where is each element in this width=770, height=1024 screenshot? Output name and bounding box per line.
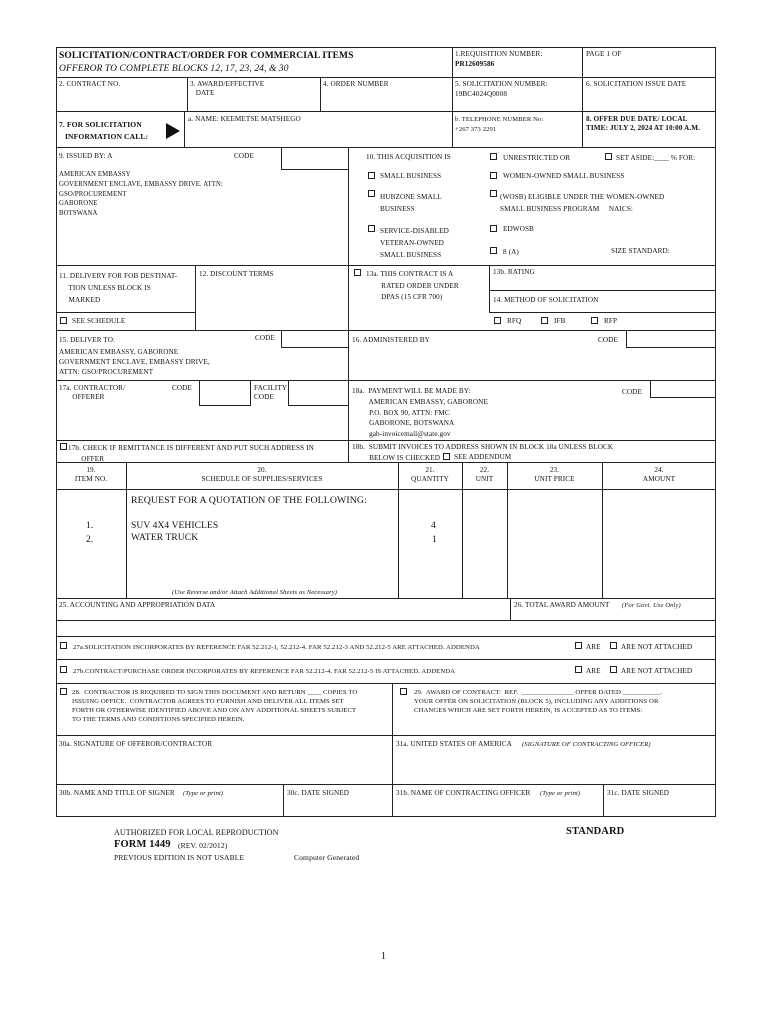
facility-code-field[interactable]	[288, 380, 349, 406]
unrestricted-label: UNRESTRICTED OR	[503, 154, 571, 162]
29-text: 29. AWARD OF CONTRACT: REF. _______________ OFFER DATED ___________. YOUR OFFER ON SOLICITATION (BLOCK 5), INCLUDING ANY ADDITIONS OR CHANGES WHICH ARE SET FORTH HEREIN, IS ACCEPTED AS TO ITEMS:	[414, 689, 663, 714]
solicitation-number-label: 5. SOLICITATION NUMBER:	[455, 80, 548, 88]
item-2-desc: WATER TRUCK	[131, 533, 199, 543]
item-1-desc: SUV 4X4 VEHICLES	[131, 521, 219, 531]
requisition-value: PR12609586	[455, 60, 495, 68]
30b-label: 30b. NAME AND TITLE OF SIGNER	[59, 789, 175, 797]
27a-are-not-label: ARE NOT ATTACHED	[621, 643, 693, 651]
31a-label: 31a. UNITED STATES OF AMERICA	[396, 740, 512, 748]
women-owned-checkbox[interactable]	[490, 172, 497, 179]
col-unit: 22. UNIT	[475, 466, 494, 483]
telephone-label: b. TELEPHONE NUMBER No:	[455, 116, 544, 123]
see-schedule-label: SEE SCHEDULE	[72, 317, 126, 325]
payment-by-label: 18a. PAYMENT WILL BE MADE BY: AMERICAN EMBASSY, GABORONE P.O. BOX 90, ATTN: FMC GABORONE, BOTSWANA gab-invoicemail@state.gov	[352, 387, 488, 439]
set-aside-label: SET ASIDE:____ % FOR:	[616, 154, 696, 162]
27a-text: 27a.SOLICITATION INCORPORATES BY REFERENCE FAR 52.212-1, 52.212-4. FAR 52.212-3 AND 52.212-5 ARE ATTACHED. ADDENDA	[73, 644, 480, 651]
submit-invoices-label: 18b. SUBMIT INVOICES TO ADDRESS SHOWN IN BLOCK 18a UNLESS BLOCK BELOW IS CHECKED	[352, 443, 614, 462]
form-subtitle: OFFEROR TO COMPLETE BLOCKS 12, 17, 23, 24, & 30	[59, 64, 289, 74]
sdvosb-label: SERVICE-DISABLED VETERAN-OWNED SMALL BUSINESS	[380, 227, 449, 259]
authorized-reproduction: AUTHORIZED FOR LOCAL REPRODUCTION	[114, 828, 279, 837]
sdvosb-checkbox[interactable]	[368, 225, 375, 232]
27b-are-not-label: ARE NOT ATTACHED	[621, 667, 693, 675]
women-owned-label: WOMEN-OWNED SMALL BUSINESS	[503, 172, 625, 180]
ifb-label: IFB	[554, 317, 566, 325]
unrestricted-checkbox[interactable]	[490, 153, 497, 160]
edwosb-label: EDWOSB	[503, 225, 534, 233]
rfp-checkbox[interactable]	[591, 317, 598, 324]
col-amount: 24. AMOUNT	[642, 466, 676, 483]
27a-checkbox[interactable]	[60, 642, 67, 649]
31b-label: 31b. NAME OF CONTRACTING OFFICER	[396, 789, 531, 797]
requisition-label: 1.REQUISITION NUMBER:	[455, 50, 543, 58]
remittance-label: 17b. CHECK IF REMITTANCE IS DIFFERENT AND PUT SUCH ADDRESS IN OFFER	[68, 444, 314, 463]
rfq-label: RFQ	[507, 317, 522, 325]
remittance-checkbox[interactable]	[60, 443, 67, 450]
rfp-label: RFP	[604, 317, 618, 325]
deliver-to-code-field[interactable]	[281, 330, 349, 348]
previous-edition: PREVIOUS EDITION IS NOT USABLE	[114, 853, 245, 862]
addendum-label: SEE ADDENDUM	[454, 453, 512, 461]
31a-note: (SIGNATURE OF CONTRACTING OFFICER)	[522, 741, 651, 748]
page-number: 1	[381, 951, 387, 962]
31c-label: 31c. DATE SIGNED	[607, 789, 670, 797]
small-business-checkbox[interactable]	[368, 172, 375, 179]
telephone-value: +267 373 2291	[455, 126, 497, 133]
acquisition-label: 10. THIS ACQUISITION IS	[366, 153, 451, 161]
administered-code-label: CODE	[598, 336, 618, 344]
award-date-label: 3. AWARD/EFFECTIVE DATE	[190, 80, 265, 97]
30c-label: 30c. DATE SIGNED	[287, 789, 350, 797]
computer-generated: Computer Generated	[294, 853, 360, 862]
rated-order-checkbox[interactable]	[354, 269, 361, 276]
set-aside-checkbox[interactable]	[605, 153, 612, 160]
27a-are-label: ARE	[586, 643, 601, 651]
accounting-label: 25. ACCOUNTING AND APPROPRIATION DATA	[59, 601, 216, 609]
contractor-code-field[interactable]	[199, 380, 251, 406]
issued-by-code-label: CODE	[234, 152, 254, 160]
col-item-no: 19. ITEM NO.	[74, 466, 108, 483]
contract-no-label: 2. CONTRACT NO.	[59, 80, 121, 88]
28-text: 28. CONTRACTOR IS REQUIRED TO SIGN THIS DOCUMENT AND RETURN ____ COPIES TO ISSUING OFFICE. CONTRACTOR AGREES TO FURNISH AND DELIVER ALL ITEMS SET FORTH OR OTHERWISE IDENTIFIED ABOVE AND ON ANY ADDITIONAL SHEETS SUBJECT TO THE TERMS AND CONDITIONS SPECIFIED HEREIN.	[72, 689, 358, 723]
item-1-no: 1.	[86, 521, 94, 531]
issued-by-label: 9. ISSUED BY: A	[59, 152, 113, 160]
page-label: PAGE 1 OF	[586, 50, 622, 58]
30a-label: 30a. SIGNATURE OF OFFEROR/CONTRACTOR	[59, 740, 213, 748]
item-2-qty: 1	[432, 535, 437, 545]
rating-label: 13b. RATING	[493, 268, 535, 276]
27b-are-checkbox[interactable]	[575, 666, 582, 673]
rated-order-label: 13a. THIS CONTRACT IS A RATED ORDER UNDER DPAS (15 CFR 700)	[366, 270, 459, 301]
rfq-checkbox[interactable]	[494, 317, 501, 324]
col-quantity: 21. QUANTITY	[411, 466, 449, 483]
27a-are-not-checkbox[interactable]	[610, 642, 617, 649]
27b-are-label: ARE	[586, 667, 601, 675]
item-2-no: 2.	[86, 535, 94, 545]
addendum-checkbox[interactable]	[443, 453, 450, 460]
arrow-icon	[166, 123, 180, 139]
eight-a-checkbox[interactable]	[490, 247, 497, 254]
eight-a-label: 8 (A)	[503, 248, 519, 256]
size-standard-label: SIZE STANDARD:	[611, 247, 670, 255]
small-business-label: SMALL BUSINESS	[380, 172, 442, 180]
request-heading: REQUEST FOR A QUOTATION OF THE FOLLOWING:	[131, 495, 367, 506]
administered-code-field[interactable]	[626, 330, 716, 348]
payment-code-label: CODE	[622, 388, 642, 396]
col-schedule: 20. SCHEDULE OF SUPPLIES/SERVICES	[201, 466, 323, 483]
item-1-qty: 4	[431, 521, 436, 531]
delivery-fob-label: 11. DELIVERY FOR FOB DESTINAT- TION UNLESS BLOCK IS MARKED	[59, 272, 178, 304]
30b-note: (Type or print)	[183, 790, 224, 797]
27b-checkbox[interactable]	[60, 666, 67, 673]
schedule-note: (Use Reverse and/or Attach Additional Sheets as Necessary)	[172, 589, 338, 596]
deliver-to-address: AMERICAN EMBASSY, GABORONE GOVERNMENT ENCLAVE, EMBASSY DRIVE, ATTN: GSO/PROCUREMENT	[59, 348, 210, 376]
hubzone-checkbox[interactable]	[368, 190, 375, 197]
payment-code-field[interactable]	[650, 380, 716, 398]
form-revision: (REV. 02/2012)	[178, 841, 228, 850]
27a-are-checkbox[interactable]	[575, 642, 582, 649]
col-unit-price: 23. UNIT PRICE	[534, 466, 575, 483]
issue-date-label: 6. SOLICITATION ISSUE DATE	[586, 80, 687, 88]
form-title: SOLICITATION/CONTRACT/ORDER FOR COMMERCIAL ITEMS	[59, 51, 354, 61]
edwosb-checkbox[interactable]	[490, 225, 497, 232]
issued-by-address: AMERICAN EMBASSY GOVERNMENT ENCLAVE, EMBASSY DRIVE. ATTN: GSO/PROCUREMENT GABORONE BOTSWANA	[59, 171, 223, 218]
total-award-label: 26. TOTAL AWARD AMOUNT	[514, 601, 610, 609]
wosb-label: (WOSB) ELIGIBLE UNDER THE WOMEN-OWNED SMALL BUSINESS PROGRAM NAICS:	[500, 193, 665, 213]
29-checkbox[interactable]	[400, 688, 407, 695]
form-number: FORM 1449	[114, 839, 171, 850]
facility-code-label: FACILITY CODE	[254, 384, 288, 401]
31b-note: (Type or print)	[540, 790, 581, 797]
28-checkbox[interactable]	[60, 688, 67, 695]
deliver-to-code-label: CODE	[255, 334, 275, 342]
issued-by-code-field[interactable]	[281, 147, 349, 170]
order-number-label: 4. ORDER NUMBER	[323, 80, 389, 88]
contractor-code-label: CODE	[172, 384, 192, 392]
method-label: 14. METHOD OF SOLICITATION	[493, 296, 599, 304]
deliver-to-label: 15. DELIVER TO:	[59, 336, 116, 344]
ifb-checkbox[interactable]	[541, 317, 548, 324]
see-schedule-checkbox[interactable]	[60, 317, 67, 324]
contractor-label: 17a. CONTRACTOR/ OFFERER	[59, 384, 126, 401]
solicitation-number-value: 19BC4024Q0008	[455, 90, 508, 98]
contact-name: a. NAME: KEEMETSE MATSHEGO	[188, 115, 301, 123]
discount-terms-label: 12. DISCOUNT TERMS	[199, 270, 274, 278]
total-award-note: (For Govt. Use Only)	[622, 602, 681, 609]
27b-text: 27b.CONTRACT/PURCHASE ORDER INCORPORATES BY REFERENCE FAR 52.212-4. FAR 52.212-5 IS ATTACHED. ADDENDA	[73, 668, 456, 675]
administered-by-label: 16. ADMINISTERED BY	[352, 336, 430, 344]
hubzone-label: HUBZONE SMALL BUSINESS	[380, 193, 442, 213]
solicitation-info-label: 7. FOR SOLICITATION INFORMATION CALL:	[59, 120, 149, 141]
wosb-checkbox[interactable]	[490, 190, 497, 197]
27b-are-not-checkbox[interactable]	[610, 666, 617, 673]
standard-label: STANDARD	[566, 826, 625, 837]
offer-due-date: 8. OFFER DUE DATE/ LOCAL TIME: JULY 2, 2024 AT 10:00 A.M.	[586, 115, 701, 132]
